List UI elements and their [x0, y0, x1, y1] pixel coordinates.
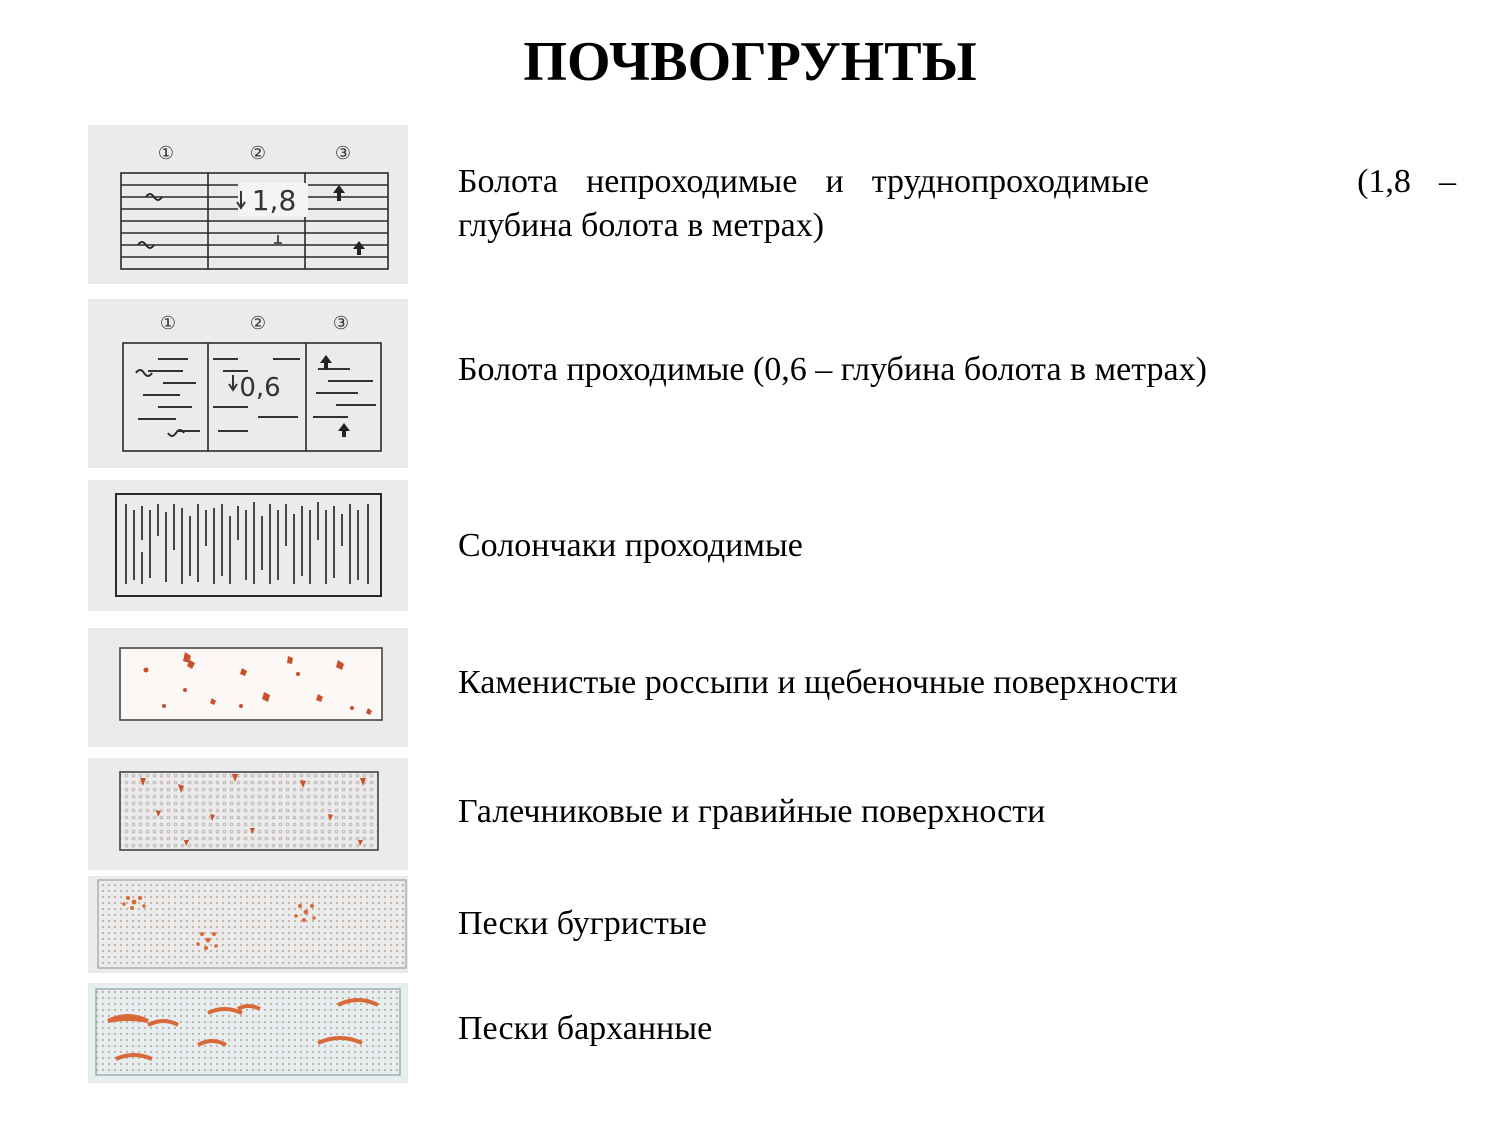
symbol-barchan-sands	[88, 983, 408, 1083]
symbol-impassable-swamps	[88, 125, 408, 284]
legend-text-pebble-gravel: Галечниковые и гравийные поверхности	[458, 793, 1046, 830]
circle-label-2: ②	[249, 143, 267, 164]
legend-text-barchan-sands: Пески барханные	[458, 1010, 713, 1047]
legend-text-stone-fields: Каменистые россыпи и щебеночные поверхности	[458, 664, 1178, 701]
circle-label-3: ③	[334, 143, 352, 164]
legend-text-impassable-swamps: Болота непроходимые и труднопроходимые (1,8 – глубина болота в метрах)	[458, 163, 1456, 244]
circle-label-1: ①	[159, 313, 177, 334]
legend-text-salt-marshes: Солончаки проходимые	[458, 527, 803, 564]
circle-label-3: ③	[332, 313, 350, 334]
legend-text-passable-swamps: Болота проходимые (0,6 – глубина болота в метрах)	[458, 351, 1207, 388]
depth-label: 0,6	[239, 373, 281, 403]
symbol-hilly-sands	[88, 876, 408, 973]
circle-label-1: ①	[157, 143, 175, 164]
legend-text-hilly-sands: Пески бугристые	[458, 905, 707, 942]
depth-label: 1,8	[251, 184, 297, 217]
symbol-passable-swamps	[88, 299, 408, 468]
symbol-pebble-gravel	[88, 758, 408, 870]
symbol-salt-marshes	[88, 480, 408, 611]
page-title: ПОЧВОГРУНТЫ	[523, 31, 977, 93]
symbol-stone-fields	[88, 628, 408, 747]
circle-label-2: ②	[249, 313, 267, 334]
